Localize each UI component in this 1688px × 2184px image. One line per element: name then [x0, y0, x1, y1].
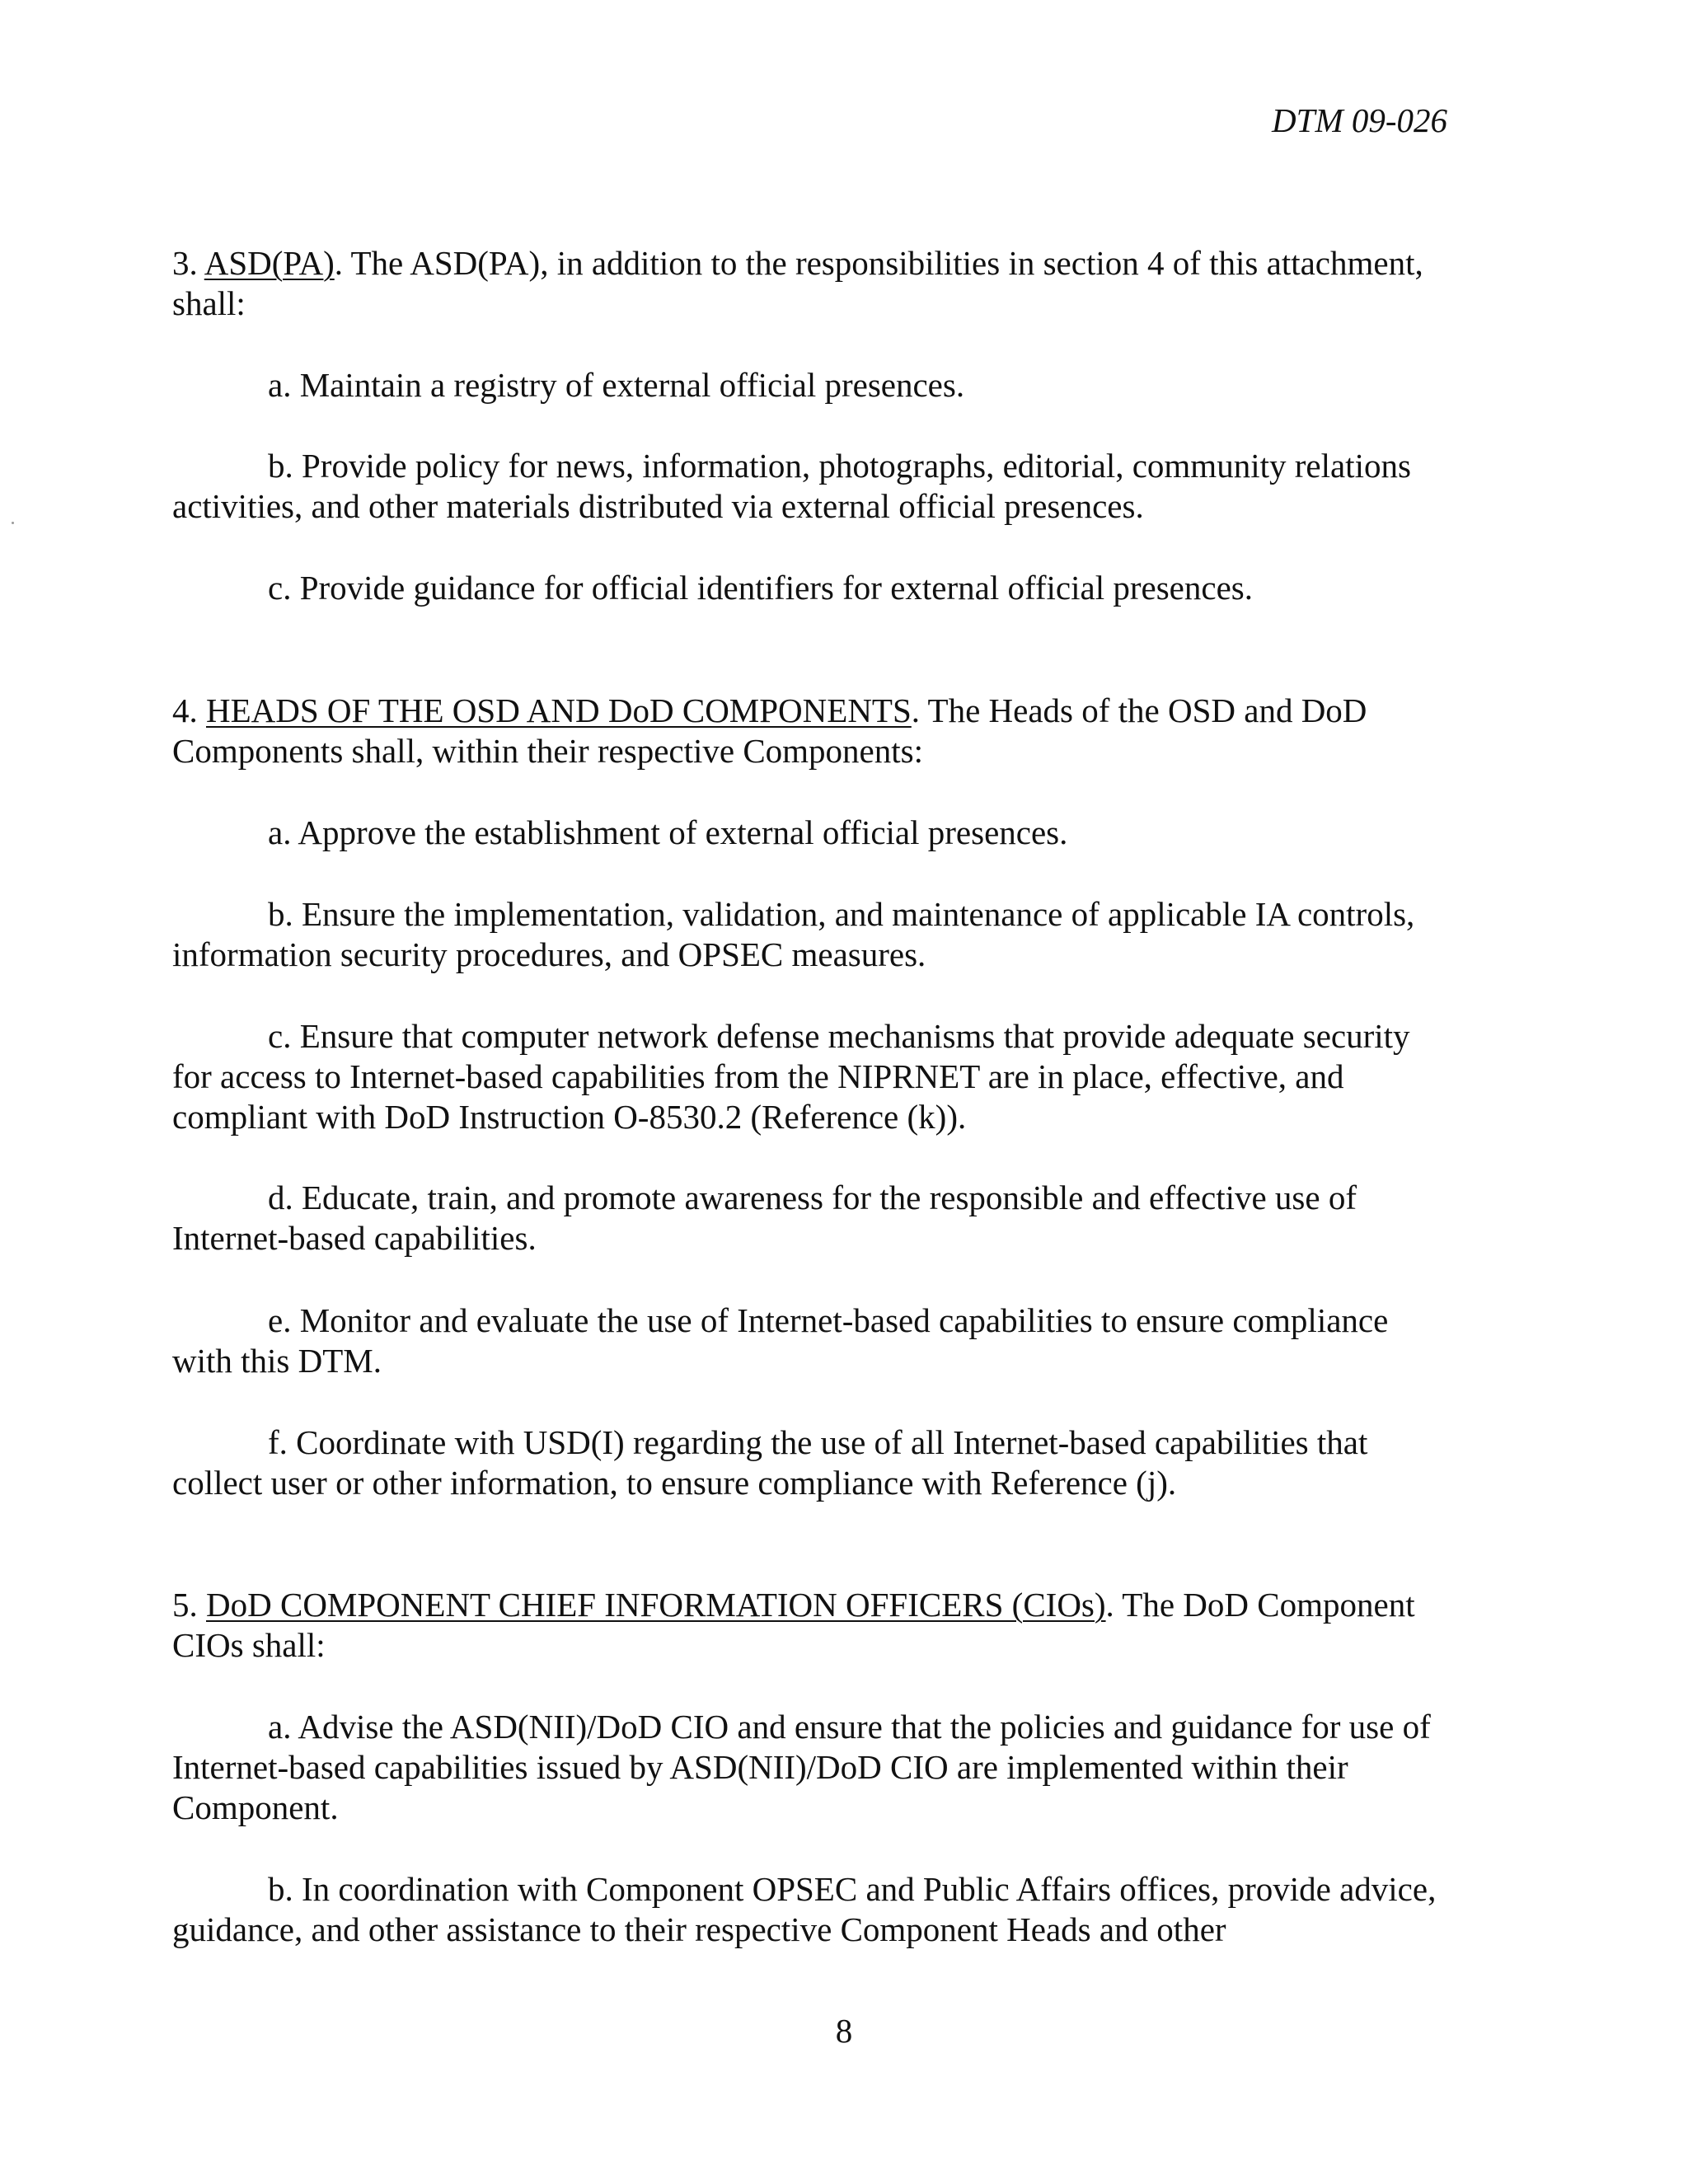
document-id: DTM 09-026 — [1272, 101, 1447, 139]
section-5-item-b: b. In coordination with Component OPSEC and Public Affairs offices, provide advice, guidance, and other assistance to their respective Component Heads and other — [172, 1870, 1437, 1948]
section-3-item-c: c. Provide guidance for official identifiers for external official presences. — [268, 569, 1253, 607]
section-5-intro-text: . The DoD Component CIOs shall: — [172, 1586, 1415, 1664]
section-3-intro-text: . The ASD(PA), in addition to the responsibilities in section 4 of this attachment, shall: — [172, 244, 1423, 322]
section-4-item-f: f. Coordinate with USD(I) regarding the use of all Internet-based capabilities that collect user or other information, to ensure compliance with Reference (j). — [172, 1423, 1368, 1502]
scan-speck — [12, 522, 14, 524]
section-4-item-a: a. Approve the establishment of external official presences. — [268, 813, 1068, 851]
section-3-intro — [172, 243, 1454, 324]
section-3-item-a: a. Maintain a registry of external official presences. — [268, 366, 965, 404]
section-5-heading: DoD COMPONENT CHIEF INFORMATION OFFICERS (CIOs) — [206, 1586, 1106, 1624]
section-4-intro-text: . The Heads of the OSD and DoD Components shall, within their respective Components: — [172, 691, 1367, 770]
section-5-number: 5. — [172, 1586, 206, 1624]
section-3-item-b: b. Provide policy for news, information, photographs, editorial, community relations activities, and other materials distributed via external official presences. — [172, 447, 1411, 525]
section-4-intro — [172, 691, 1454, 771]
section-4-item-e: e. Monitor and evaluate the use of Internet-based capabilities to ensure compliance with this DTM. — [172, 1301, 1389, 1380]
section-3-number: 3. — [172, 244, 204, 282]
section-4-heading: HEADS OF THE OSD AND DoD COMPONENTS — [206, 691, 912, 729]
section-4-item-c: c. Ensure that computer network defense mechanisms that provide adequate security for access to Internet-based capabilities from the NIPRNET are in place, effective, and compliant with DoD Instruction O-8530.2 (Reference (k)). — [172, 1017, 1410, 1136]
page-number: 8 — [835, 2012, 853, 2050]
section-4-item-b: b. Ensure the implementation, validation, and maintenance of applicable IA controls, information security procedures, and OPSEC measures. — [172, 895, 1415, 973]
section-5-item-a: a. Advise the ASD(NII)/DoD CIO and ensure that the policies and guidance for use of Internet-based capabilities issued by ASD(NII)/DoD CIO are implemented within their Component. — [172, 1708, 1431, 1826]
section-3-heading: ASD(PA) — [204, 244, 335, 282]
section-5-intro — [172, 1585, 1454, 1666]
section-4-item-d: d. Educate, train, and promote awareness for the responsible and effective use of Internet-based capabilities. — [172, 1179, 1357, 1257]
section-4-number: 4. — [172, 691, 206, 729]
